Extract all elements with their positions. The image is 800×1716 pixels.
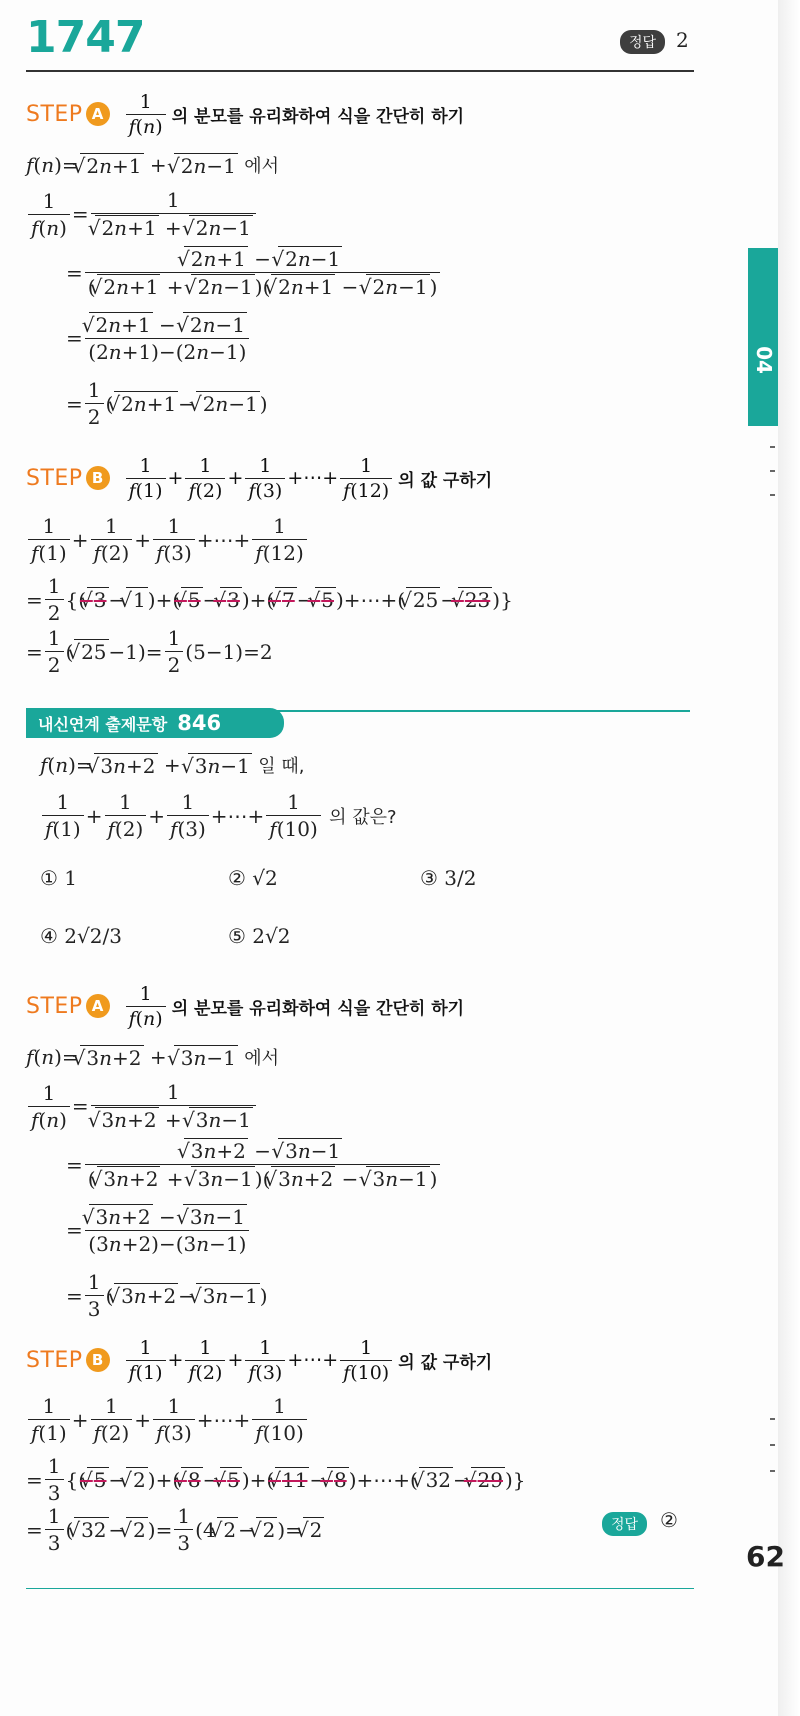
step-a-heading-1 [26, 84, 464, 144]
math-line: $\frac{1}{f(1)}$ + $\frac{1}{f(2)}$ + $\frac{1}{f(3)}$ +⋯+ $\frac{1}{f(12)}$ [26, 514, 309, 565]
step-expr: $\frac{1}{f(1)}$ + $\frac{1}{f(2)}$ + $\frac{1}{f(3)}$ +⋯+ $\frac{1}{f(12)}$ [124, 455, 395, 502]
side-mark [770, 446, 775, 448]
choice-2 [228, 866, 278, 890]
banner-rule [276, 710, 690, 712]
math-line: = $\frac{1}{2}$ ( √ 25 −1)= $\frac{1}{2}$ (5−1)=2 [26, 626, 273, 677]
answer-label: 정답 [620, 30, 665, 54]
step-title: 의 분모를 유리화하여 식을 간단히 하기 [171, 998, 465, 1019]
math-line: $\frac{1}{f(n)}$ = 1 √ 2n+1 + √ 2n−1 [26, 188, 258, 240]
related-problem-banner [26, 706, 690, 740]
problem-statement: f(n)= √ 3n+2 + √ 3n−1 일 때, [40, 752, 304, 778]
step-word: STEP [26, 465, 83, 491]
header-divider [26, 70, 694, 72]
choice-text: ② √2 [228, 866, 278, 890]
step-a-heading-2 [26, 976, 464, 1036]
related-problem-number: 846 [177, 711, 222, 735]
side-mark [770, 1444, 775, 1446]
step-word: STEP [26, 993, 83, 1019]
final-answer-value: ② [660, 1508, 678, 1532]
korean-text: 의 값은? [329, 806, 397, 828]
bottom-divider [26, 1588, 694, 1589]
step-a-badge: A [86, 102, 110, 126]
math-line: $\frac{1}{f(1)}$ + $\frac{1}{f(2)}$ + $\frac{1}{f(3)}$ +⋯+ $\frac{1}{f(10)}$ [26, 1394, 309, 1445]
step-b-badge: B [86, 1348, 110, 1372]
choice-text: ④ 2√2/3 [40, 924, 122, 948]
step-b-heading-2 [26, 1330, 492, 1390]
related-label-text: 내신연계 출제문항 [38, 714, 168, 734]
choice-3 [420, 866, 476, 890]
step-title: 의 분모를 유리화하여 식을 간단히 하기 [171, 106, 465, 127]
step-a-badge: A [86, 994, 110, 1018]
korean-text: 일 때, [258, 756, 305, 777]
side-mark [770, 470, 775, 472]
problem-number: 1747 [26, 12, 145, 63]
chapter-tab [748, 248, 778, 426]
math-line: f(n)= √ 3n+2 + √ 3n−1 에서 [26, 1044, 279, 1070]
korean-text: 에서 [244, 1048, 280, 1069]
math-line: = $\frac{1}{2}$ ( √ 2n+1 − √ 2n−1 ) [66, 378, 268, 429]
math-line: $\frac{1}{f(n)}$ = 1 √ 3n+2 + √ 3n−1 [26, 1080, 258, 1132]
math-line: = $\frac{1}{3}$ ( √ 32 − √ 2 )= $\frac{1}{3}$ (4 √ 2 − √ 2 )= √ 2 [26, 1504, 324, 1555]
side-mark [770, 1418, 775, 1420]
step-expr: $\frac{1}{f(n)}$ [124, 983, 168, 1030]
step-expr: $\frac{1}{f(n)}$ [124, 91, 168, 138]
answer-value: 2 [676, 28, 689, 52]
step-b-badge: B [86, 466, 110, 490]
step-title: 의 값 구하기 [398, 470, 493, 491]
step-word: STEP [26, 101, 83, 127]
related-problem-label [26, 708, 284, 738]
choice-5 [228, 924, 290, 948]
math-line: = √ $\frac{2n+1 - √ 2n-1}{(√ 2n+1 + √ 2n-1 )(√ 2n+1 - √ 2n-1 )}$ [66, 246, 442, 299]
step-title: 의 값 구하기 [398, 1352, 493, 1373]
math-line: = $\frac{1}{3}$ {( √ 5 − √ 2 )+( √ 8 − √ 5 )+( √ 11 − √ 8 )+⋯+( √ 32 − √ 29 )} [26, 1454, 526, 1505]
math-line: = $\frac{1}{3}$ ( √ 3n+2 − √ 3n−1 ) [66, 1270, 268, 1321]
choice-text: ⑤ 2√2 [228, 924, 291, 948]
korean-text: 에서 [244, 156, 280, 177]
math-line: = √ $\frac{3n+2 - √ 3n-1}{(3n+2)-(3n-1)}$ [66, 1204, 252, 1256]
math-line: = $\frac{1}{2}$ {( √ 3 − √ 1 )+( √ 5 − √ 3 )+( √ 7 − √ 5 )+⋯+( √ 25 − √ 23 )} [26, 574, 513, 625]
problem-statement: $\frac{1}{f(1)}$ + $\frac{1}{f(2)}$ + $\frac{1}{f(3)}$ +⋯+ $\frac{1}{f(10)}$ 의 값은? [40, 790, 397, 841]
choice-text: ③ 3/2 [420, 866, 477, 890]
page-number: 62 [746, 1540, 785, 1573]
math-line: f(n)= √ 2n+1 + √ 2n−1 에서 [26, 152, 279, 178]
step-expr: $\frac{1}{f(1)}$ + $\frac{1}{f(2)}$ + $\frac{1}{f(3)}$ +⋯+ $\frac{1}{f(10)}$ [124, 1337, 395, 1384]
final-answer-label: 정답 [602, 1512, 647, 1536]
math-line: = √ $\frac{3n+2 - √ 3n-1}{(√ 3n+2 + √ 3n-1 )(√ 3n+2 - √ 3n-1 )}$ [66, 1138, 442, 1191]
side-mark [770, 494, 775, 496]
choice-1 [40, 866, 77, 890]
math-line: = √ $\frac{2n+1 - √ 2n-1}{(2n+1)-(2n-1)}$ [66, 312, 252, 364]
choice-text: ① 1 [40, 866, 78, 890]
step-word: STEP [26, 1347, 83, 1373]
side-mark [770, 1470, 775, 1472]
page-edge [778, 0, 800, 1716]
chapter-tab-label: 04 [751, 346, 776, 374]
choice-4 [40, 924, 122, 948]
step-b-heading-1 [26, 448, 492, 508]
